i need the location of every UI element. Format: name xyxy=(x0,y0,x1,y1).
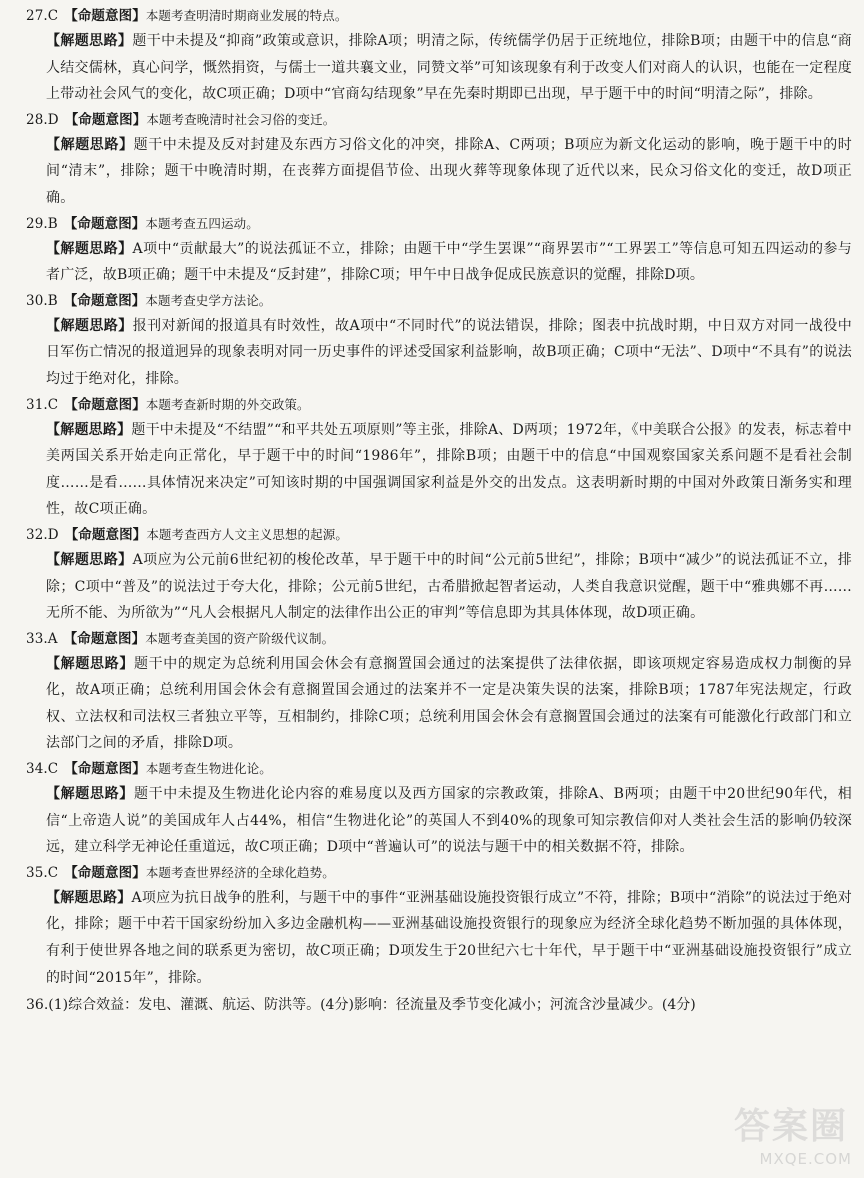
answer-item xyxy=(26,393,852,523)
intent-tag: 【命题意图】 xyxy=(64,761,146,778)
analysis-tag: 【解题思路】 xyxy=(46,317,133,334)
intent-tag: 【命题意图】 xyxy=(64,864,146,881)
intent-tag: 【命题意图】 xyxy=(63,215,146,232)
analysis-paragraph xyxy=(46,781,852,861)
analysis-text: 题干中未提及生物进化论内容的难易度以及西方国家的宗教政策，排除A、B两项；由题干中20世纪90年代，相信“上帝造人说”的美国成年人占44%，相信“生物进化论”的英国人不到40%的现象可知宗教信仰对人类社会生活的影响仍较深远，建立科学无神论任重道远，故C项正确；D项中“普遍认可”的说法与题干中的相关数据不符，排除。 xyxy=(46,786,852,856)
analysis-paragraph xyxy=(46,313,852,393)
question-number-answer: 35.C xyxy=(26,864,59,881)
analysis-paragraph xyxy=(46,651,852,757)
answer-item xyxy=(26,523,852,627)
answer-header xyxy=(26,523,852,547)
answer-page xyxy=(26,4,852,1017)
analysis-tag: 【解题思路】 xyxy=(46,421,132,438)
intent-text: 本题考查生物进化论。 xyxy=(145,761,272,777)
answer-item xyxy=(26,861,852,991)
question-36-answer: 36.(1)综合效益：发电、灌溉、航运、防洪等。(4分)影响：径流量及季节变化减小；河流含沙量减少。(4分) xyxy=(26,997,696,1014)
question-number-answer: 34.C xyxy=(26,761,59,778)
answer-header xyxy=(26,4,852,28)
analysis-paragraph xyxy=(46,547,852,627)
answer-item xyxy=(26,627,852,757)
question-number-answer: 27.C xyxy=(26,8,59,24)
question-number-answer: 33.A xyxy=(26,630,58,647)
intent-tag: 【命题意图】 xyxy=(63,630,146,647)
analysis-paragraph xyxy=(46,236,852,289)
question-number-answer: 29.B xyxy=(26,215,58,232)
intent-tag: 【命题意图】 xyxy=(64,111,147,128)
analysis-tag: 【解题思路】 xyxy=(46,551,133,568)
intent-text: 本题考查明清时期商业发展的特点。 xyxy=(145,8,348,23)
analysis-text: 题干中未提及“抑商”政策或意识，排除A项；明清之际，传统儒学仍居于正统地位，排除B项；由题干中的信息“商人结交儒林，真心问学，慨然捐资，与儒士一道共襄文业，同赞文举”可知该现象有利于改变人们对商人的认识，也能在一定程度上带动社会风气的变化，故C项正确；D项中“官商勾结现象”早在先秦时期即已出现，早于题干中的时间“明清之际”，排除。 xyxy=(46,33,852,103)
analysis-paragraph xyxy=(46,885,852,991)
intent-tag: 【命题意图】 xyxy=(64,8,146,24)
analysis-tag: 【解题思路】 xyxy=(46,33,133,49)
analysis-text: 题干中未提及反对封建及东西方习俗文化的冲突，排除A、C两项；B项应为新文化运动的影响，晚于题干中的时间“清末”，排除；题干中晚清时期，在丧葬方面提倡节俭、出现火葬等现象体现了近代以来，民众习俗文化的变迁，故D项正确。 xyxy=(46,136,852,206)
intent-text: 本题考查美国的资产阶级代议制。 xyxy=(145,630,335,646)
intent-text: 本题考查史学方法论。 xyxy=(145,292,272,308)
answer-header xyxy=(26,757,852,781)
analysis-text: 题干中未提及“不结盟”“和平共处五项原则”等主张，排除A、D两项；1972年，《中美联合公报》的发表，标志着中美两国关系开始走向正常化，早于题干中的时间“1986年”，排除B项；由题干中的信息“中国观察国家关系问题不是看社会制度……是看……具体情况来决定”可知该时期的中国强调国家利益是外交的出发点。这表明新时期的中国对外政策日渐务实和理性，故C项正确。 xyxy=(46,421,853,518)
answer-item xyxy=(26,757,852,861)
answer-item xyxy=(26,289,852,393)
answer-header xyxy=(26,108,852,132)
answer-item xyxy=(26,212,852,289)
analysis-tag: 【解题思路】 xyxy=(46,786,134,803)
analysis-tag: 【解题思路】 xyxy=(46,655,134,672)
question-number-answer: 28.D xyxy=(26,111,59,128)
watermark-logo-text: 答案圈 xyxy=(733,1106,848,1147)
answer-list xyxy=(26,4,852,991)
analysis-tag: 【解题思路】 xyxy=(46,136,134,153)
analysis-paragraph xyxy=(46,28,852,108)
analysis-text: A项中“贡献最大”的说法孤证不立，排除；由题干中“学生罢课”“商界罢市”“工界罢工”等信息可知五四运动的参与者广泛，故B项正确；题干中未提及“反封建”，排除C项；甲午中日战争促成民族意识的觉醒，排除D项。 xyxy=(46,240,852,284)
answer-header xyxy=(26,212,852,236)
answer-header xyxy=(26,289,852,313)
answer-header xyxy=(26,393,852,417)
intent-tag: 【命题意图】 xyxy=(64,396,146,413)
analysis-paragraph xyxy=(46,417,852,523)
analysis-text: A项应为抗日战争的胜利，与题干中的事件“亚洲基础设施投资银行成立”不符，排除；B项中“消除”的说法过于绝对化，排除；题干中若干国家纷纷加入多边金融机构——亚洲基础设施投资银行的现象应为经济全球化趋势不断加强的具体体现，有利于使世界各地之间的联系更为密切，故C项正确；D项发生于20世纪六七十年代，早于题干中“亚洲基础设施投资银行”成立的时间“2015年”，排除。 xyxy=(46,889,853,986)
question-number-answer: 31.C xyxy=(26,396,59,413)
answer-item xyxy=(26,108,852,212)
analysis-text: 题干中的规定为总统利用国会休会有意搁置国会通过的法案提供了法律依据，即该项规定容易造成权力制衡的异化，故A项正确；总统利用国会休会有意搁置国会通过的法案并不一定是决策失误的法案，排除B项；1787年宪法规定，行政权、立法权和司法权三者独立平等，互相制约，排除C项；总统利用国会休会有意搁置国会通过的法案有可能激化行政部门和立法部门之间的矛盾，排除D项。 xyxy=(46,655,853,752)
site-watermark xyxy=(718,1098,858,1170)
analysis-tag: 【解题思路】 xyxy=(46,240,133,257)
analysis-tag: 【解题思路】 xyxy=(46,889,132,906)
answer-header xyxy=(26,627,852,651)
answer-item xyxy=(26,4,852,108)
question-number-answer: 30.B xyxy=(26,292,58,309)
analysis-text: 报刊对新闻的报道具有时效性，故A项中“不同时代”的说法错误，排除；图表中抗战时期，中日双方对同一战役中日军伤亡情况的报道迥异的现象表明对同一历史事件的评述受国家利益影响，故B项正确；C项中“无法”、D项中“不具有”的说法均过于绝对化，排除。 xyxy=(46,317,852,387)
analysis-text: A项应为公元前6世纪初的梭伦改革，早于题干中的时间“公元前5世纪”，排除；B项中“减少”的说法孤证不立，排除；C项中“普及”的说法过于夸大化，排除；公元前5世纪，古希腊掀起智者运动，人类自我意识觉醒，题干中“雅典娜不再……无所不能、为所欲为”“凡人会根据凡人制定的法律作出公正的审判”等信息即为其具体体现，故D项正确。 xyxy=(46,551,852,622)
analysis-paragraph xyxy=(46,132,852,212)
intent-text: 本题考查晚清时社会习俗的变迁。 xyxy=(146,111,336,127)
intent-text: 本题考查世界经济的全球化趋势。 xyxy=(145,864,335,880)
answer-header xyxy=(26,861,852,885)
watermark-url: MXQE.COM xyxy=(759,1150,852,1168)
intent-tag: 【命题意图】 xyxy=(63,292,146,309)
question-number-answer: 32.D xyxy=(26,526,59,543)
intent-tag: 【命题意图】 xyxy=(64,526,147,543)
intent-text: 本题考查五四运动。 xyxy=(145,215,259,231)
intent-text: 本题考查西方人文主义思想的起源。 xyxy=(146,526,348,542)
intent-text: 本题考查新时期的外交政策。 xyxy=(145,396,310,412)
